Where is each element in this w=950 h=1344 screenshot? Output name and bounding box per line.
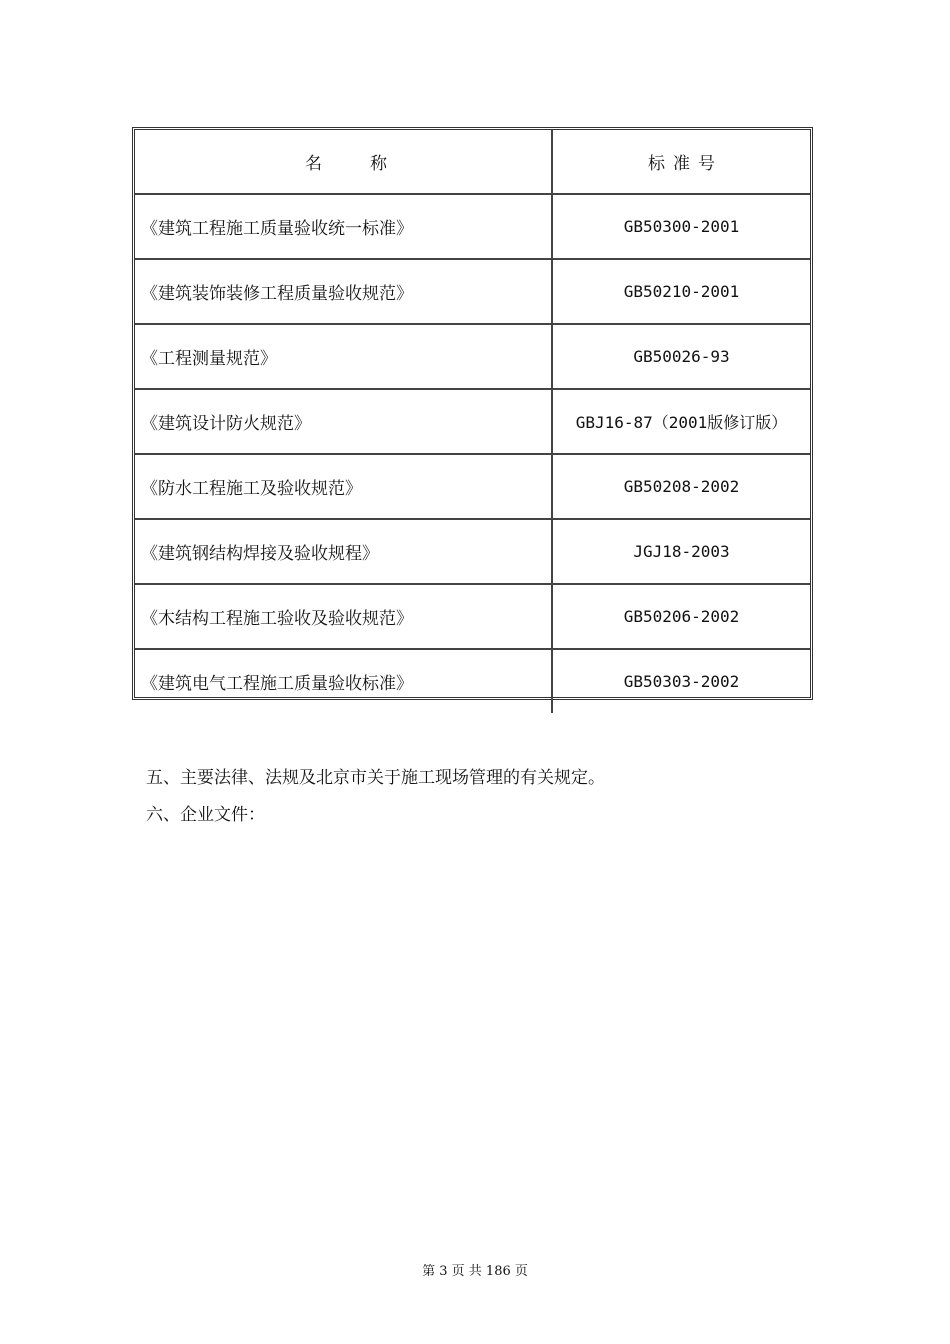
standard-code: GB50026-93 (552, 324, 810, 389)
section-six-text: 六、企业文件： (146, 805, 265, 825)
page-footer: 第 3 页 共 186 页 (422, 1264, 528, 1279)
standard-code: GBJ16-87（2001版修订版） (552, 389, 810, 454)
header-code-label: 标准号 (648, 154, 723, 174)
standard-name: 《木结构工程施工验收及验收规范》 (135, 584, 552, 649)
header-code-cell (552, 130, 810, 194)
standards-table-grid (135, 130, 810, 713)
standard-name: 《建筑工程施工质量验收统一标准》 (135, 194, 552, 259)
table-row (135, 519, 810, 584)
standard-name: 《防水工程施工及验收规范》 (135, 454, 552, 519)
standard-code: GB50206-2002 (552, 584, 810, 649)
table-row (135, 584, 810, 649)
table-row (135, 454, 810, 519)
standard-code: GB50300-2001 (552, 194, 810, 259)
standard-name: 《建筑设计防火规范》 (135, 389, 552, 454)
standard-code: JGJ18-2003 (552, 519, 810, 584)
header-name-cell (135, 130, 552, 194)
header-name-label: 名称 (305, 154, 435, 174)
table-row (135, 324, 810, 389)
standard-name: 《建筑装饰装修工程质量验收规范》 (135, 259, 552, 324)
table-row (135, 259, 810, 324)
section-five-text: 五、主要法律、法规及北京市关于施工现场管理的有关规定。 (146, 768, 605, 788)
table-row (135, 649, 810, 713)
standard-name: 《建筑电气工程施工质量验收标准》 (135, 649, 552, 713)
table-row (135, 389, 810, 454)
standard-code: GB50208-2002 (552, 454, 810, 519)
standard-name: 《工程测量规范》 (135, 324, 552, 389)
table-row (135, 194, 810, 259)
standard-name: 《建筑钢结构焊接及验收规程》 (135, 519, 552, 584)
standard-code: GB50210-2001 (552, 259, 810, 324)
table-header-row (135, 130, 810, 194)
standards-table (132, 127, 813, 700)
standard-code: GB50303-2002 (552, 649, 810, 713)
